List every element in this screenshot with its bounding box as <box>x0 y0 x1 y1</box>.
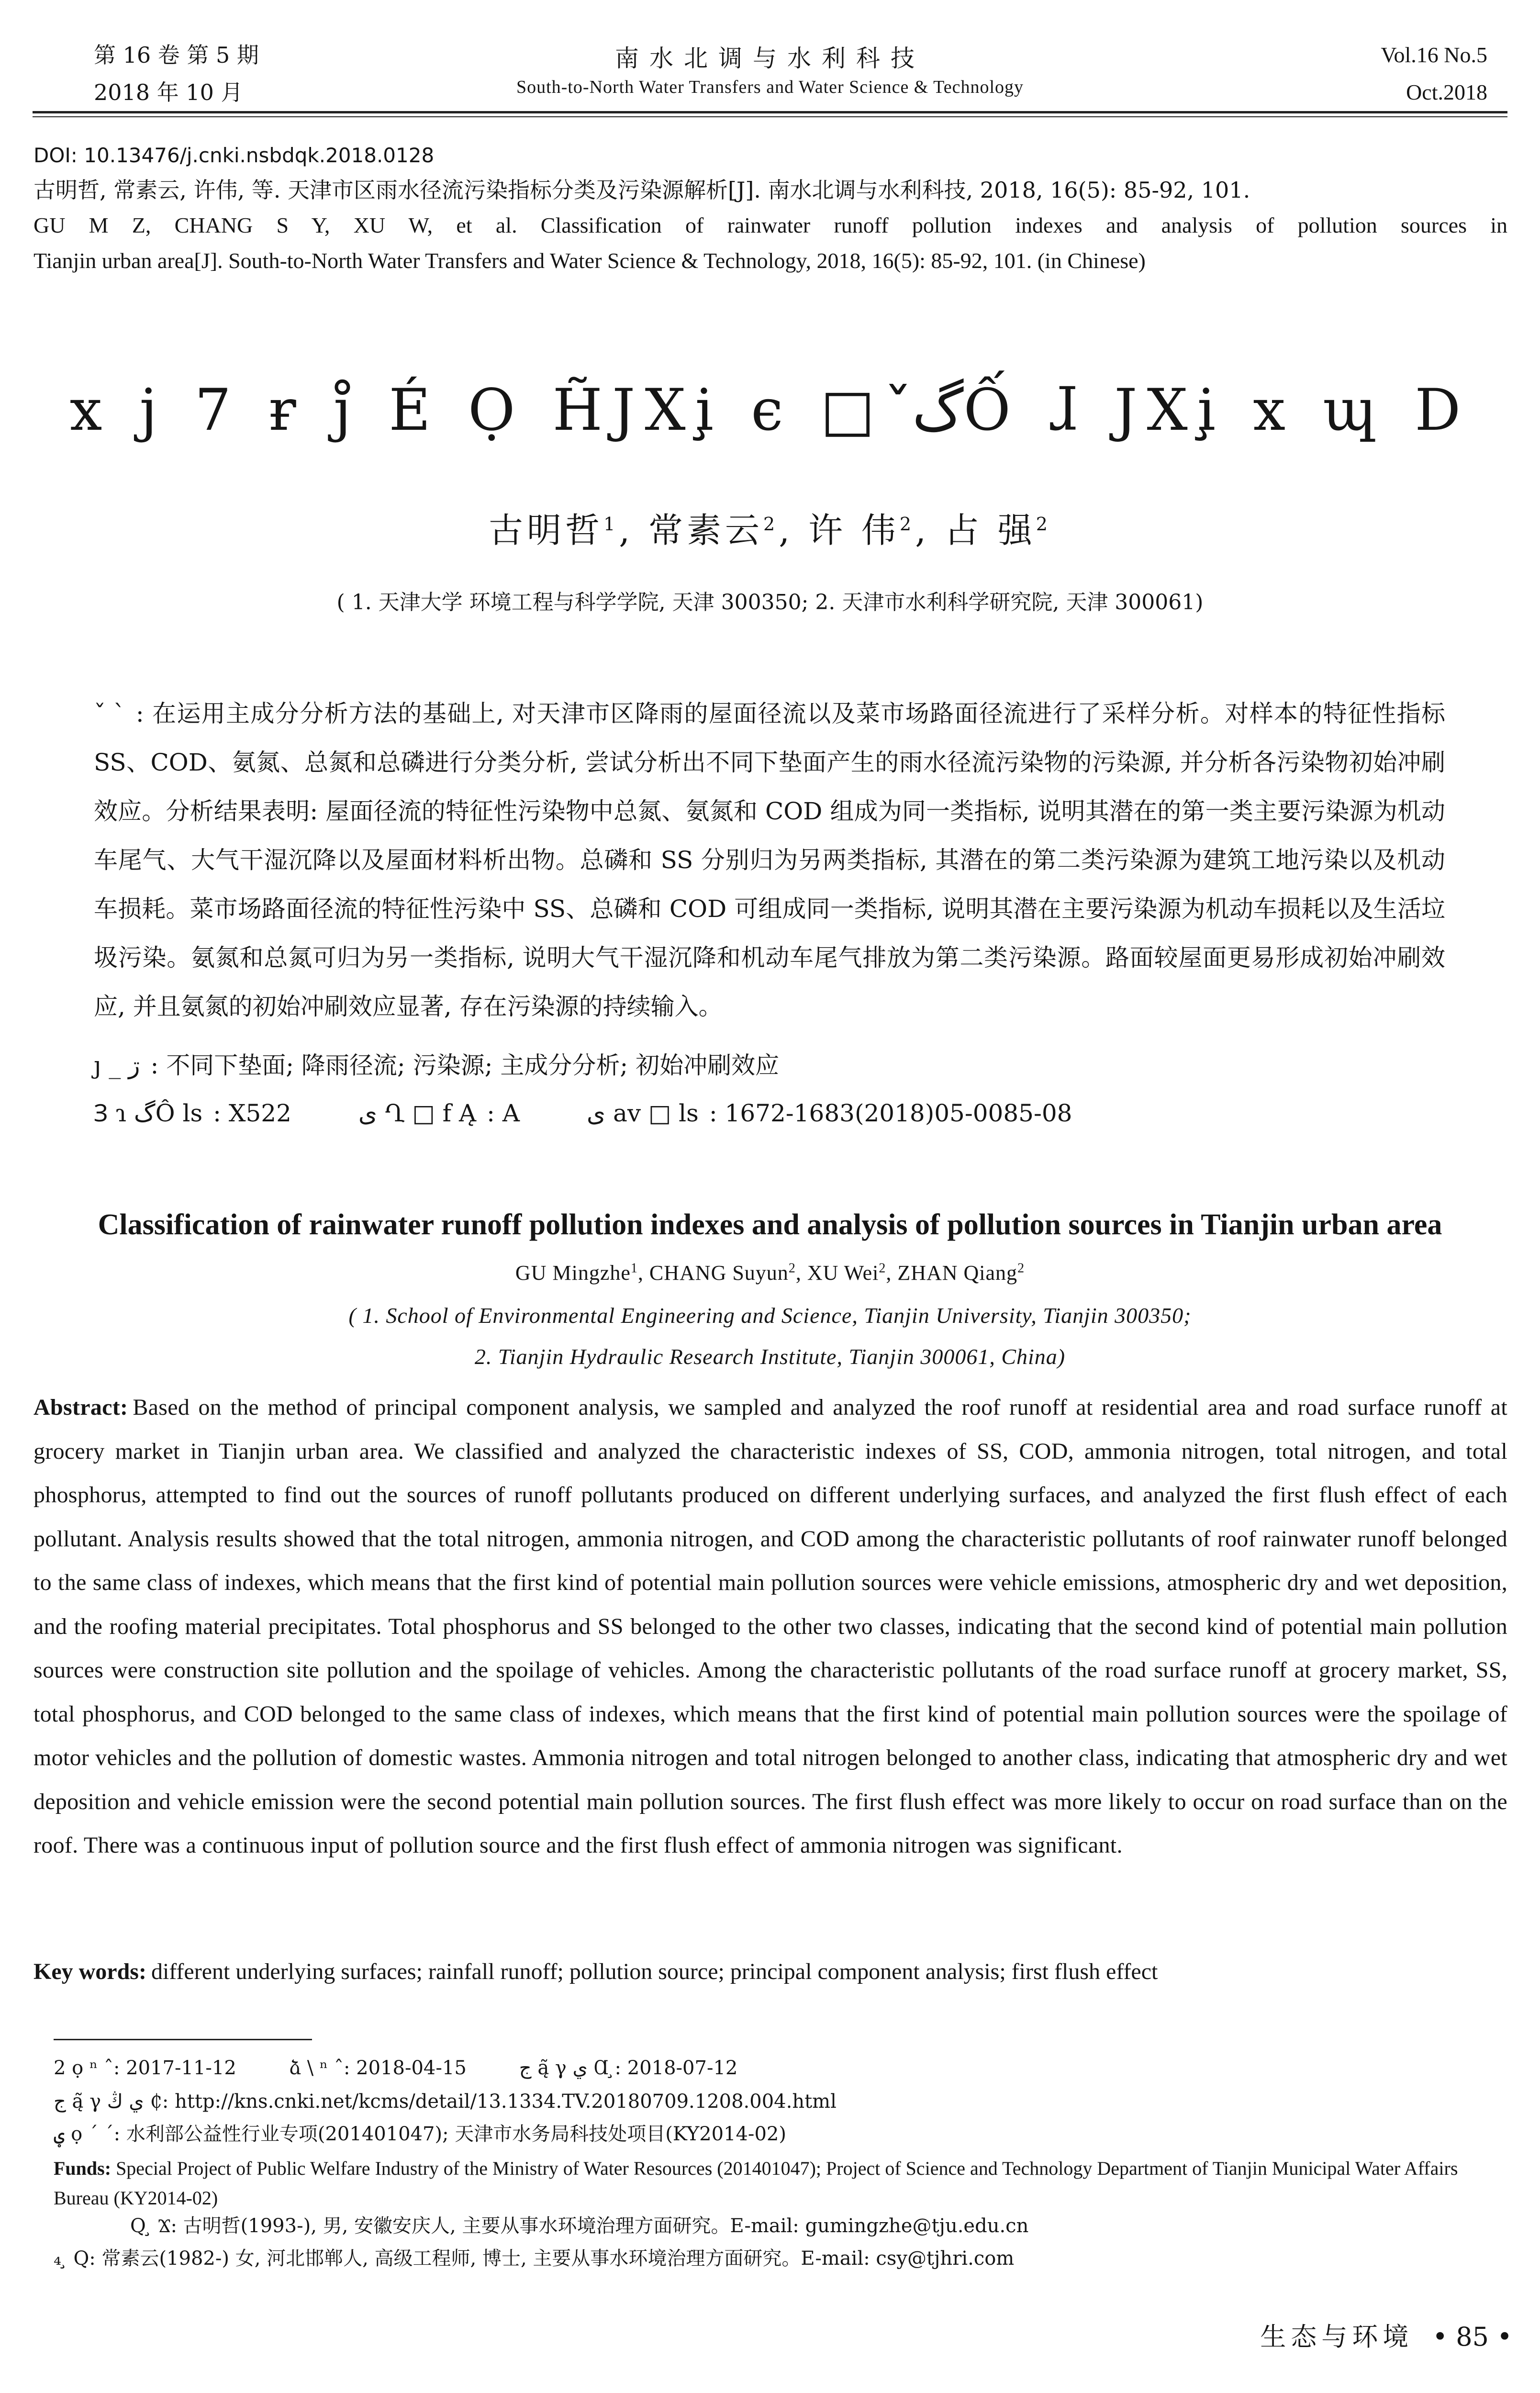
authors-en: GU Mingzhe$^1$, CHANG Suyun$^2$, XU Wei$^2$, ZHAN Qiang$^2$ <box>515 1261 1025 1285</box>
author-affil-mark: 2 <box>763 514 779 535</box>
footnote-corresponding <box>54 2244 1508 2273</box>
affiliation-cn: ( 1. 天津大学 环境工程与科学学院, 天津 300350; 2. 天津市水利科学研究院, 天津 300061) <box>336 590 1204 615</box>
author-name-en: GU Mingzhe <box>515 1261 631 1285</box>
author-name: 许 伟 <box>808 510 900 550</box>
author-name: 古明哲 <box>489 510 604 550</box>
volume-issue: 第 16 卷 第 5 期 <box>94 42 259 68</box>
received-date: : 2017-11-12 <box>113 2057 236 2079</box>
publication-date: 2018 年 10 月 <box>94 79 243 105</box>
journal-name-en: South-to-North Water Transfers and Water Science & Technology <box>516 77 1024 97</box>
corr-label: ₄ ̧ Q <box>54 2248 89 2270</box>
author-affil-mark: 2 <box>1017 1261 1025 1276</box>
header-rule-thin <box>33 116 1507 117</box>
journal-name-cn: 南水北调与水利科技 <box>615 45 925 72</box>
classification-cn <box>94 1094 1445 1132</box>
author-bio: : 古明哲(1993-), 男, 安徽安庆人, 主要从事水环境治理方面研究。E-mail: gumingzhe@tju.edu.cn <box>170 2215 1029 2237</box>
footnote-rule <box>54 2039 312 2040</box>
citation-cn: 古明哲, 常素云, 许伟, 等. 天津市区雨水径流污染指标分类及污染源解析[J]. 南水北调与水利科技, 2018, 16(5): 85-92, 101. <box>33 177 1250 203</box>
footnote-fund-cn <box>54 2119 1508 2149</box>
keywords-cn <box>94 1046 1445 1085</box>
author-bio-label: Q ̧ Ϫ <box>130 2215 171 2237</box>
received-label: 2 ọ ⁿ ˆ <box>54 2057 113 2079</box>
clc-label: Ɜ ɿ گÔ ls <box>94 1099 203 1127</box>
section-name: 生态与环境 <box>1260 2322 1414 2352</box>
online-label: ج ą̃ γ ي Ɑ ̧ <box>519 2057 615 2079</box>
keywords-cn-text: : 不同下垫面; 降雨径流; 污染源; 主成分分析; 初始冲刷效应 <box>150 1051 780 1079</box>
footnote-author <box>54 2211 1540 2241</box>
footnote-url <box>54 2087 1508 2116</box>
abstract-cn-text: : 在运用主成分分析方法的基础上, 对天津市区降雨的屋面径流以及菜市场路面径流进行了采样分析。对样本的特征性指标 SS、COD、氨氮、总氮和总磷进行分类分析, 尝试分析出不同下垫面产生的雨水径流污染物的污染源, 并分析各污染物初始冲刷效应。分析结果表明: 屋面径流的特征性污染物中总氮、氨氮和 COD 组成为同一类指标, 说明其潜在的第一类主要污染源为机动车尾气、大气干湿沉降以及屋面材料析出物。总磷和 SS 分别归为另两类指标, 其潜在的第二类污染源为建筑工地污染以及机动车损耗。菜市场路面径流的特征性污染中 SS、总磷和 COD 可组成同一类指标, 说明其潜在主要污染源为机动车损耗以及生活垃圾污染。氨氮和总氮可归为另一类指标, 说明大气干湿沉降和机动车尾气排放为第二类污染源。路面较屋面更易形成初始冲刷效应, 并且氨氮的初始冲刷效应显著, 存在污染源的持续输入。 <box>94 700 1445 1020</box>
keywords-en-text: different underlying surfaces; rainfall runoff; pollution source; principal component analysis; first flush effect <box>151 1959 1158 1984</box>
fund-cn: : 水利部公益性行业专项(201401047); 天津市水务局科技处项目(KY2014-02) <box>113 2123 786 2145</box>
volume-number-en: Vol.16 No.5 <box>1381 43 1487 67</box>
corr-bio: : 常素云(1982-) 女, 河北邯郸人, 高级工程师, 博士, 主要从事水环境治理方面研究。E-mail: csy@tjhri.com <box>89 2248 1015 2270</box>
page-footer <box>1101 2316 1512 2353</box>
affiliation-en-2: 2. Tianjin Hydraulic Research Institute, Tianjin 300061, China) <box>474 1344 1066 1369</box>
authors-cn: 古明哲$^1$, 常素云$^2$, 许 伟$^2$, 占 强$^2$ <box>489 510 1051 550</box>
author-name: 常素云 <box>648 510 764 550</box>
title-en: Classification of rainwater runoff pollution indexes and analysis of pollution sources in Tianjin urban area <box>98 1208 1442 1241</box>
funds-en-label: Funds: <box>54 2158 112 2179</box>
author-affil-mark: 1 <box>630 1261 638 1276</box>
author-affil-mark: 2 <box>788 1261 796 1276</box>
funds-en: Special Project of Public Welfare Industry of the Ministry of Water Resources (201401047); Project of Science and Technology Department of Tianjin Municipal Water Affairs Bureau (KY2014-02) <box>54 2158 1458 2209</box>
author-affil-mark: 1 <box>603 514 619 535</box>
footnote-funds-en <box>54 2154 1508 2213</box>
abstract-cn-label: ˇ ˋ <box>94 700 125 727</box>
author-name-en: CHANG Suyun <box>649 1261 789 1285</box>
clc-value: : X522 <box>213 1099 291 1127</box>
doi[interactable]: DOI: 10.13476/j.cnki.nsbdqk.2018.0128 <box>33 144 435 167</box>
title-cn: x j 7 ɍ j̊ É Ọ H̃JXi̧ є □ گ̌Ố ɺ JXi̧ x ɰ D <box>69 377 1471 444</box>
url-label: ج ą̃ γ ي ڭ ₵ <box>54 2091 162 2113</box>
date-en: Oct.2018 <box>1406 80 1487 104</box>
affiliation-en-1: ( 1. School of Environmental Engineering and Science, Tianjin University, Tianjin 300350; <box>348 1303 1192 1328</box>
fund-label: ؠ ọ ˊ ˊ <box>54 2123 114 2145</box>
page-number: • 85 • <box>1432 2322 1512 2352</box>
doc-code-label: ی Ղ □ f Ą <box>358 1099 477 1127</box>
doc-code-value: : A <box>487 1099 520 1127</box>
revised-label: ձ \ ⁿ ˆ <box>289 2057 344 2079</box>
abstract-cn <box>94 689 1445 1031</box>
author-affil-mark: 2 <box>879 1261 886 1276</box>
revised-date: : 2018-04-15 <box>343 2057 467 2079</box>
author-affil-mark: 2 <box>899 514 915 535</box>
article-id-label: ی av □ ls <box>587 1099 699 1127</box>
author-affil-mark: 2 <box>1036 514 1051 535</box>
header-rule <box>33 111 1507 113</box>
keywords-en <box>33 1953 1507 1991</box>
citation-en-line2: Tianjin urban area[J]. South-to-North Water Transfers and Water Science & Technology, 2018, 16(5): 85-92, 101. (in Chinese) <box>33 248 1146 273</box>
citation-en-line1: GU M Z, CHANG S Y, XU W, et al. Classification of rainwater runoff pollution indexes and analysis of pollution sources in <box>33 213 1507 237</box>
abstract-en-label: Abstract: <box>33 1395 128 1420</box>
article-id-value: : 1672-1683(2018)05-0085-08 <box>709 1099 1072 1127</box>
abstract-en-text: Based on the method of principal component analysis, we sampled and analyzed the roof runoff at residential area and road surface runoff at grocery market in Tianjin urban area. We classified and analyzed the characteristic indexes of SS, COD, ammonia nitrogen, total nitrogen, and total phosphorus, attempted to find out the sources of runoff pollutants produced on different underlying surfaces, and analyzed the first flush effect of each pollutant. Analysis results showed that the total nitrogen, ammonia nitrogen, and COD among the characteristic pollutants of roof rainwater runoff belonged to the same class of indexes, which means that the first kind of potential main pollution sources were vehicle emissions, atmospheric dry and wet deposition, and the roofing material precipitates. Total phosphorus and SS belonged to the other two classes, indicating that the second kind of potential main pollution sources were construction site pollution and the spoilage of vehicles. Among the characteristic pollutants of the road surface runoff at grocery market, SS, total phosphorus, and COD belonged to the same class of indexes, which means that the first kind of potential main pollution sources were the spoilage of motor vehicles and the pollution of domestic wastes. Ammonia nitrogen and total nitrogen belonged to another class, indicating that atmospheric dry and wet deposition and vehicle emission were the second potential main pollution sources. The first flush effect was more likely to occur on road surface than on the roof. There was a continuous input of pollution source and the first flush effect of ammonia nitrogen was significant. <box>33 1395 1507 1858</box>
online-date: : 2018-07-12 <box>614 2057 738 2079</box>
abstract-en <box>33 1386 1507 1867</box>
keywords-en-label: Key words: <box>33 1959 146 1984</box>
keywords-cn-label: ȷ _ ڗ <box>94 1051 140 1079</box>
author-name-en: ZHAN Qiang <box>897 1261 1018 1285</box>
footnote-dates <box>54 2053 1508 2083</box>
author-name-en: XU Wei <box>807 1261 879 1285</box>
online-url[interactable]: : http://kns.cnki.net/kcms/detail/13.1334.TV.20180709.1208.004.html <box>162 2091 837 2113</box>
author-name: 占 强 <box>944 510 1036 550</box>
